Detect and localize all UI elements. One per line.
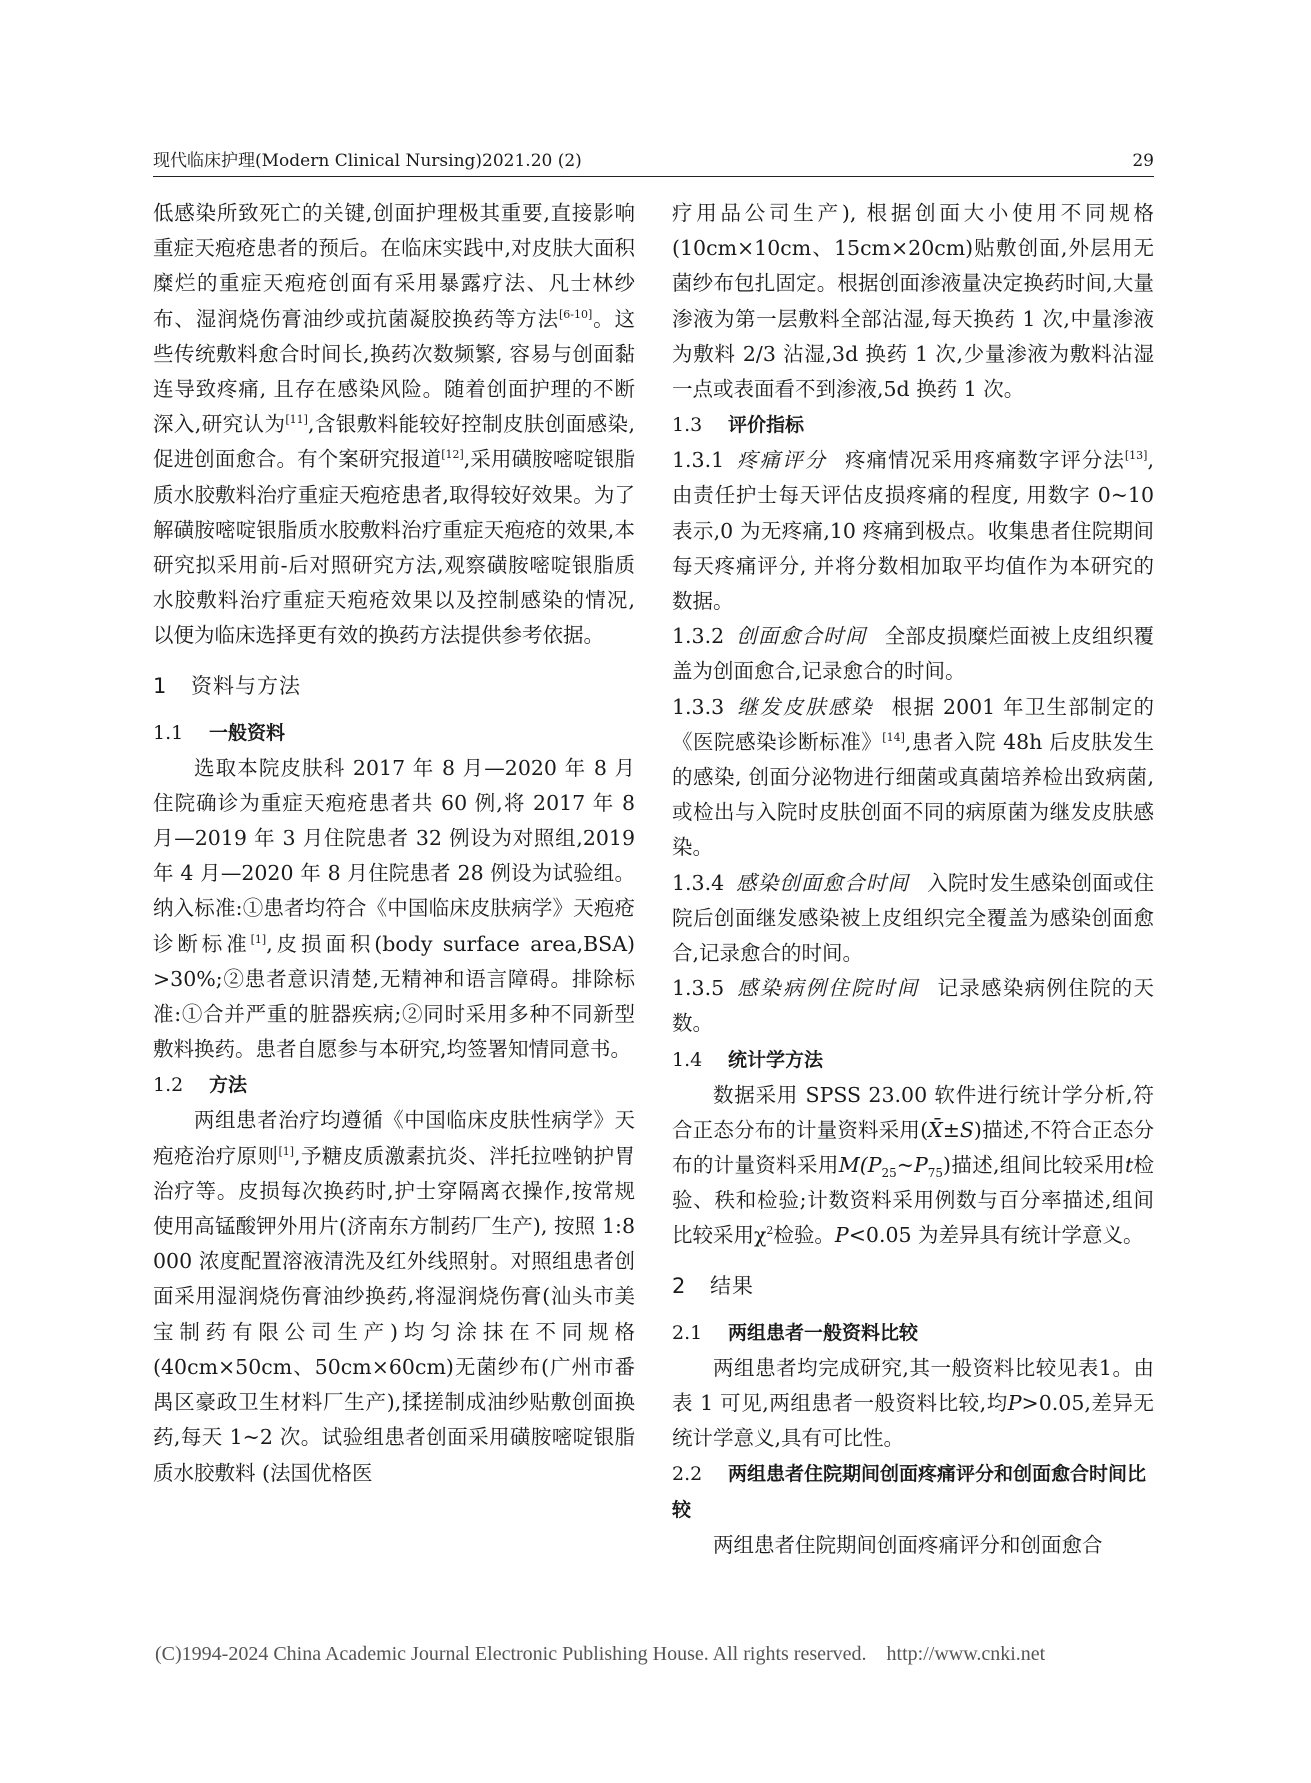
section-title: 结果 [710, 1273, 754, 1298]
citation[interactable]: [12] [441, 448, 464, 462]
item-1-3-3: 1.3.3 继发皮肤感染 根据 2001 年卫生部制定的《医院感染诊断标准》[14],患者入院 48h 后皮肤发生的感染, 创面分泌物进行细菌或真菌培养检出致病菌, 或检出与入院时皮肤创面不同的病原菌为继发皮肤感染。 [672, 694, 1155, 860]
citation[interactable]: [1] [250, 932, 267, 946]
page-number: 29 [1132, 151, 1154, 171]
right-column [672, 196, 1154, 1564]
citation[interactable]: [6-10] [558, 307, 593, 321]
citation[interactable]: [11] [285, 413, 308, 427]
subsection-heading-1-2: 1.2 方法 [153, 1074, 248, 1097]
subsection-heading-1-1: 1.1 一般资料 [153, 721, 286, 744]
running-head [153, 150, 1154, 177]
subsection-heading-2-2: 2.2 两组患者住院期间创面疼痛评分和创面愈合时间比较 [672, 1463, 1147, 1522]
citation[interactable]: [1] [278, 1144, 295, 1158]
citation[interactable]: [14] [882, 731, 905, 745]
intro-paragraph: 低感染所致死亡的关键,创面护理极其重要,直接影响重症天疱疮患者的预后。在临床实践中,对皮肤大面积糜烂的重症天疱疮创面有采用暴露疗法、凡士林纱布、湿润烧伤膏油纱或抗菌凝胶换药等方法[6-10]。这些传统敷料愈合时间长,换药次数频繁, 容易与创面黏连导致疼痛, 且存在感染风险。随着创面护理的不断深入,研究认为[11],含银敷料能较好控制皮肤创面感染,促进创面愈合。有个案研究报道[12],采用磺胺嘧啶银脂质水胶敷料治疗重症天疱疮患者,取得较好效果。为了解磺胺嘧啶银脂质水胶敷料治疗重症天疱疮的效果,本研究拟采用前-后对照研究方法,观察磺胺嘧啶银脂质水胶敷料治疗重症天疱疮效果以及控制感染的情况, 以便为临床选择更有效的换药方法提供参考依据。 [153, 201, 635, 648]
paragraph-results-general: 两组患者均完成研究,其一般资料比较见表1。由表 1 可见,两组患者一般资料比较,均P>0.05,差异无统计学意义,具有可比性。 [672, 1355, 1154, 1451]
section-heading-2 [672, 1269, 1154, 1303]
paragraph-results-pain: 两组患者住院期间创面疼痛评分和创面愈合 [713, 1533, 1103, 1558]
left-column [153, 196, 635, 1491]
cnki-link[interactable]: http://www.cnki.net [886, 1643, 1046, 1665]
citation[interactable]: [13] [1124, 449, 1148, 463]
section-title: 资料与方法 [191, 673, 301, 698]
subsection-heading-2-1: 2.1 两组患者一般资料比较 [672, 1321, 919, 1344]
section-number: 1 [153, 673, 168, 698]
section-heading-1 [153, 669, 635, 703]
paragraph-general-data: 选取本院皮肤科 2017 年 8 月—2020 年 8 月住院确诊为重症天疱疮患者共 60 例,将 2017 年 8 月—2019 年 3 月住院患者 32 例设为对照组,2019 年 4 月—2020 年 8 月住院患者 28 例设为试验组。纳入标准:①患者均符合《中国临床皮肤病学》天疱疮诊断标准[1],皮损面积(body surface area,BSA) >30%;②患者意识清楚,无精神和语言障碍。排除标准:①合并严重的脏器疾病;②同时采用多种不同新型敷料换药。患者自愿参与本研究,均签署知情同意书。 [153, 755, 636, 1062]
paragraph-statistics: 数据采用 SPSS 23.00 软件进行统计学分析,符合正态分布的计量资料采用(X̄±S)描述,不符合正态分布的计量资料采用$M(P_{25}\sim P_{75})$描述,组间比较采用t检验、秩和检验;计数资料采用例数与百分率描述,组间比较采用$\chi^2$检验。P<0.05 为差异具有统计学意义。 [672, 1082, 1155, 1248]
item-1-3-4: 1.3.4 感染创面愈合时间 入院时发生感染创面或住院后创面继发感染被上皮组织完全覆盖为感染创面愈合,记录愈合的时间。 [672, 870, 1155, 966]
section-number: 2 [672, 1273, 687, 1298]
item-1-3-5: 1.3.5 感染病例住院时间 记录感染病例住院的天数。 [672, 976, 1154, 1036]
copyright-footer [155, 1643, 1045, 1666]
item-1-3-2: 1.3.2 创面愈合时间 全部皮损糜烂面被上皮组织覆盖为创面愈合,记录愈合的时间。 [672, 624, 1155, 684]
subsection-heading-1-4: 1.4 统计学方法 [672, 1048, 824, 1071]
methods-continued: 疗用品公司生产), 根据创面大小使用不同规格 (10cm×10cm、15cm×20cm)贴敷创面,外层用无菌纱布包扎固定。根据创面渗液量决定换药时间,大量渗液为第一层敷料全部沾湿,每天换药 1 次,中量渗液为敷料 2/3 沾湿,3d 换药 1 次,少量渗液为敷料沾湿一点或表面看不到渗液,5d 换药 1 次。 [672, 201, 1154, 402]
item-1-3-1: 1.3.1 疼痛评分 疼痛情况采用疼痛数字评分法[13], 由责任护士每天评估皮损疼痛的程度, 用数字 0~10 表示,0 为无疼痛,10 疼痛到极点。收集患者住院期间每天疼痛评分, 并将分数相加取平均值作为本研究的数据。 [672, 448, 1155, 614]
subsection-heading-1-3: 1.3 评价指标 [672, 414, 805, 437]
journal-title: 现代临床护理(Modern Clinical Nursing)2021.20 (2) [153, 151, 582, 171]
copyright-text: (C)1994-2024 China Academic Journal Electronic Publishing House. All rights reserved. [155, 1643, 867, 1665]
paragraph-methods: 两组患者治疗均遵循《中国临床皮肤性病学》天疱疮治疗原则[1],予糖皮质激素抗炎、泮托拉唑钠护胃治疗等。皮损每次换药时,护士穿隔离衣操作,按常规使用高锰酸钾外用片(济南东方制药厂生产), 按照 1:8 000 浓度配置溶液清洗及红外线照射。对照组患者创面采用湿润烧伤膏油纱换药,将湿润烧伤膏(汕头市美宝制药有限公司生产)均匀涂抹在不同规格(40cm×50cm、50cm×60cm)无菌纱布(广州市番禺区豪政卫生材料厂生产),揉搓制成油纱贴敷创面换药,每天 1~2 次。试验组患者创面采用磺胺嘧啶银脂质水胶敷料 (法国优格医 [153, 1108, 636, 1485]
